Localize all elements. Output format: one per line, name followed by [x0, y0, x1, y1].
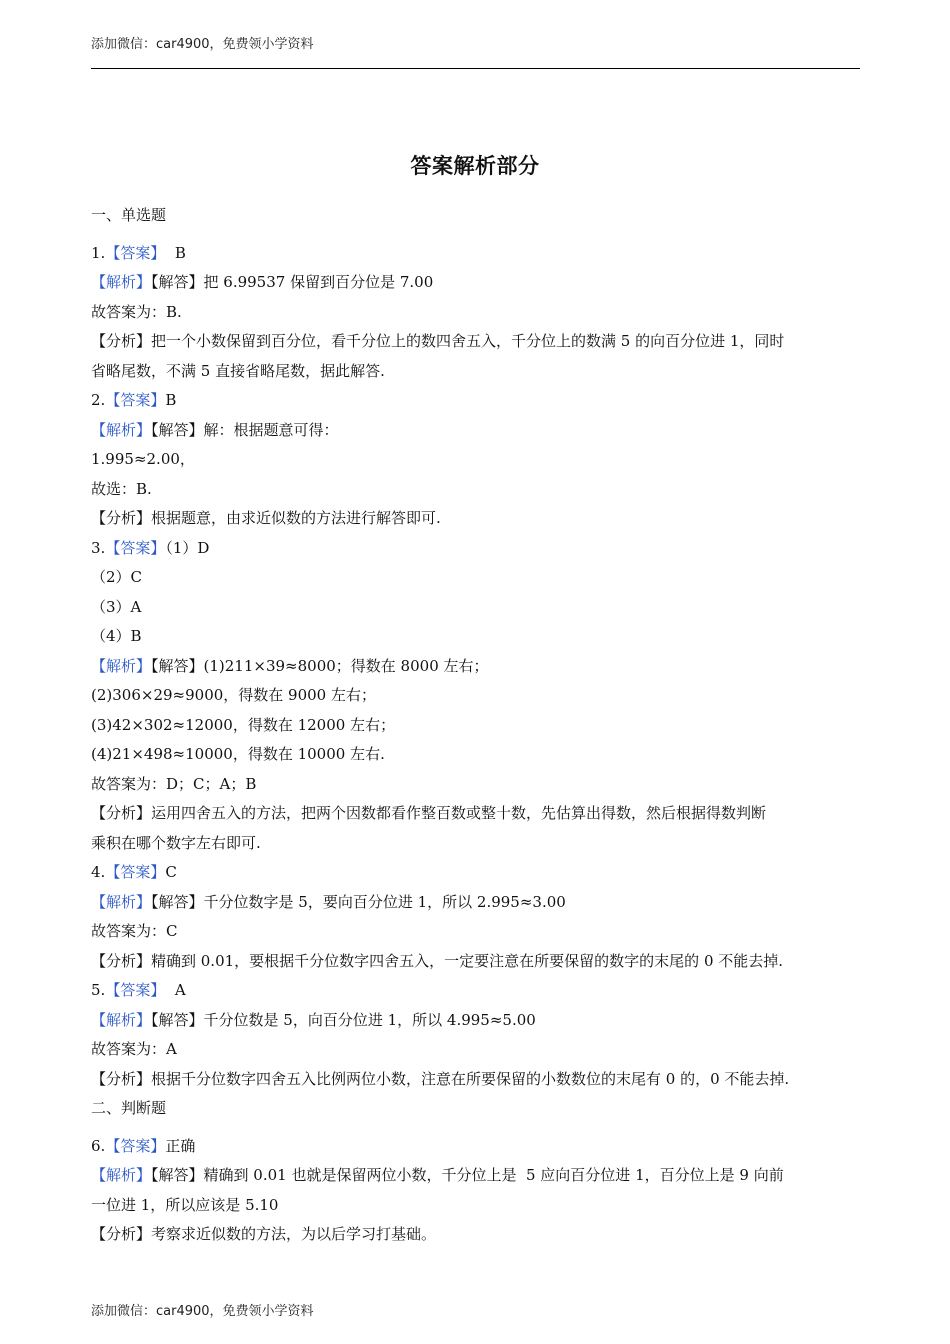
answer-tag: 【答案】	[105, 538, 166, 557]
q5-answer-line	[91, 976, 861, 1006]
q5-explain: 【解答】千分位数是 5，向百分位进 1，所以 4.995≈5.00	[151, 1010, 536, 1029]
q1-explain: 【解答】把 6.99537 保留到百分位是 7.00	[151, 273, 434, 291]
q3-line-4: （4）B	[91, 627, 142, 645]
q3-line-9: 故答案为：D；C；A；B	[91, 774, 257, 793]
q1-line-5: 省略尾数，不满 5 直接省略尾数，据此解答.	[91, 361, 385, 380]
explain-tag: 【解析】	[91, 420, 152, 439]
q5-answer: A	[165, 981, 186, 999]
q3-answer-line	[91, 534, 861, 564]
answer-tag: 【答案】	[105, 981, 166, 999]
q2-number: 2.	[91, 391, 106, 409]
q5-line-4: 【分析】根据千分位数字四舍五入比例两位小数，注意在所要保留的小数数位的末尾有 0 的，0 不能去掉.	[91, 1069, 790, 1088]
q2-line-4: 故选：B.	[91, 479, 152, 498]
q6-line-3: 一位进 1，所以应该是 5.10	[91, 1195, 279, 1214]
explain-tag: 【解析】	[91, 656, 152, 675]
q1-answer: B	[165, 243, 186, 262]
page-header-text: 添加微信：car4900，免费领小学资料	[91, 37, 314, 52]
q6-number: 6.	[91, 1136, 106, 1155]
answer-tag: 【答案】	[105, 391, 166, 409]
q1-number: 1.	[91, 243, 106, 262]
q4-number: 4.	[91, 863, 106, 881]
q5-line-3: 故答案为：A	[91, 1040, 177, 1058]
q3-line-11: 乘积在哪个数字左右即可.	[91, 833, 261, 852]
q3-line-2: （2）C	[91, 568, 143, 586]
q2-explain-line	[91, 416, 861, 446]
q6-explain-line	[91, 1161, 861, 1191]
q6-explain: 【解答】精确到 0.01 也就是保留两位小数，千分位上是 5 应向百分位进 1，百分位上是 9 向前	[151, 1166, 784, 1184]
section-heading-true-false: 二、判断题	[91, 1099, 167, 1117]
q2-answer: B	[165, 391, 177, 409]
q2-line-3: 1.995≈2.00，	[91, 450, 195, 468]
q6-answer-line	[91, 1132, 861, 1162]
q1-explain-line	[91, 268, 861, 298]
q3-line-7: (3)42×302≈12000，得数在 12000 左右；	[91, 715, 396, 734]
q5-number: 5.	[91, 981, 106, 999]
explain-tag: 【解析】	[91, 892, 152, 911]
q3-number: 3.	[91, 538, 106, 557]
answer-tag: 【答案】	[105, 1136, 166, 1155]
q3-line-3: （3）A	[91, 597, 142, 616]
q2-explain: 【解答】解：根据题意可得：	[151, 420, 339, 439]
q1-line-4: 【分析】把一个小数保留到百分位，看千分位上的数四舍五入，千分位上的数满 5 的向百分位进 1，同时	[91, 332, 785, 350]
header-divider	[91, 68, 860, 69]
q3-answer: （1）D	[165, 538, 210, 557]
explain-tag: 【解析】	[91, 1010, 152, 1029]
q3-line-8: (4)21×498≈10000，得数在 10000 左右.	[91, 745, 385, 763]
q4-line-4: 【分析】精确到 0.01，要根据千分位数字四舍五入，一定要注意在所要保留的数字的末尾的 0 不能去掉.	[91, 951, 784, 970]
q4-answer-line	[91, 858, 861, 888]
q3-explain-line	[91, 652, 861, 682]
q3-explain: 【解答】(1)211×39≈8000；得数在 8000 左右；	[151, 656, 489, 675]
q4-explain: 【解答】千分位数字是 5，要向百分位进 1，所以 2.995≈3.00	[151, 892, 566, 911]
q4-line-3: 故答案为：C	[91, 922, 178, 940]
q1-line-3: 故答案为：B.	[91, 302, 182, 321]
q3-line-10: 【分析】运用四舍五入的方法，把两个因数都看作整百数或整十数，先估算出得数，然后根据得数判断	[91, 804, 767, 822]
answer-tag: 【答案】	[105, 863, 166, 881]
page-footer-text: 添加微信：car4900，免费领小学资料	[91, 1304, 314, 1319]
explain-tag: 【解析】	[91, 1166, 152, 1184]
answer-tag: 【答案】	[105, 243, 166, 262]
q6-line-4: 【分析】考察求近似数的方法，为以后学习打基础。	[91, 1225, 437, 1243]
q4-answer: C	[165, 863, 177, 881]
q4-explain-line	[91, 888, 861, 918]
q3-line-6: (2)306×29≈9000，得数在 9000 左右；	[91, 686, 376, 704]
explain-tag: 【解析】	[91, 273, 152, 291]
answer-content	[91, 201, 861, 1250]
section-heading-single-choice: 一、单选题	[91, 206, 167, 224]
q1-answer-line	[91, 239, 861, 269]
page-title: 答案解析部分	[410, 153, 540, 178]
q2-answer-line	[91, 386, 861, 416]
q6-answer: 正确	[165, 1136, 196, 1155]
q2-line-5: 【分析】根据题意，由求近似数的方法进行解答即可.	[91, 509, 441, 527]
q5-explain-line	[91, 1006, 861, 1036]
